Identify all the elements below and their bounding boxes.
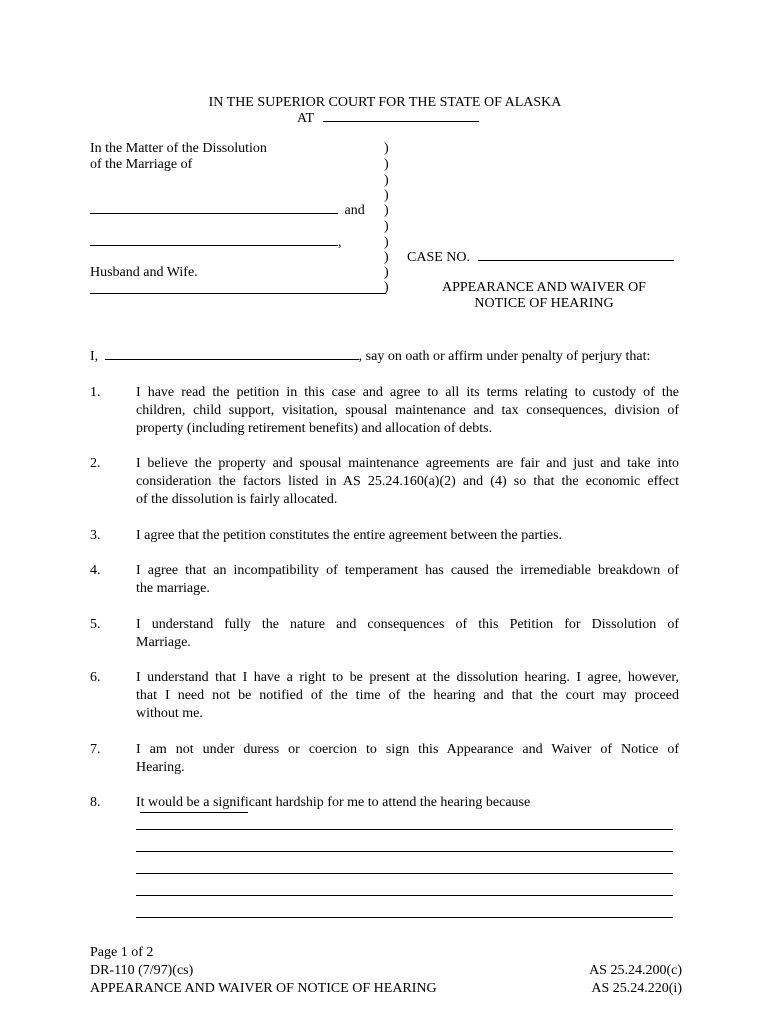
caption-paren: ) xyxy=(384,235,389,250)
caption-paren: ) xyxy=(384,250,389,265)
item-text: I am not under duress or coercion to sign this Appearance and Waiver of Notice of Hearing. xyxy=(136,742,679,775)
item-number: 5. xyxy=(90,617,101,632)
husband-and-wife: Husband and Wife. xyxy=(90,265,198,280)
caption-paren: ) xyxy=(384,219,389,234)
item-number: 1. xyxy=(90,385,101,400)
hardship-reason-line[interactable] xyxy=(136,895,673,896)
item-text: I believe the property and spousal maintenance agreements are fair and just and take into consideration the factors listed in AS 25.24.160(a)(2) and (4) so that the economic effect of the dissolution is fairly allocated. xyxy=(136,456,679,507)
caption-paren: ) xyxy=(384,157,389,172)
item-text: I understand that I have a right to be present at the dissolution hearing. I agree, however, that I need not be notified of the time of the hearing and that the court may proceed without me. xyxy=(136,670,679,721)
statute-reference-1: AS 25.24.200(c) xyxy=(589,963,682,978)
court-location-blank[interactable] xyxy=(323,121,479,122)
item-text: I agree that the petition constitutes the entire agreement between the parties. xyxy=(136,528,563,543)
and-text: and xyxy=(344,203,365,218)
item-number: 3. xyxy=(90,528,101,543)
oath-suffix: , say on oath or affirm under penalty of perjury that: xyxy=(358,349,651,364)
matter-line-1: In the Matter of the Dissolution xyxy=(90,141,267,156)
caption-paren: ) xyxy=(384,173,389,188)
item-number: 2. xyxy=(90,456,101,471)
hardship-reason-line[interactable] xyxy=(136,851,673,852)
caption-bottom-rule xyxy=(90,293,386,294)
statute-reference-2: AS 25.24.220(i) xyxy=(591,981,682,996)
page-number: Page 1 of 2 xyxy=(90,945,154,960)
item-number: 6. xyxy=(90,670,101,685)
caption-paren: ) xyxy=(384,188,389,203)
item-text: I agree that an incompatibility of temperament has caused the irremediable breakdown of the marriage. xyxy=(136,563,679,596)
party-2-blank[interactable] xyxy=(90,245,338,246)
hardship-reason-line[interactable] xyxy=(136,873,673,874)
document-title-line-2: NOTICE OF HEARING xyxy=(474,296,614,311)
caption-paren: ) xyxy=(384,280,389,295)
at-label: AT xyxy=(297,111,314,126)
case-number xyxy=(407,249,674,267)
caption-paren: ) xyxy=(384,265,389,280)
oath-statement xyxy=(90,348,650,366)
oath-prefix: I, xyxy=(90,349,99,364)
party-1-blank[interactable] xyxy=(90,213,338,214)
form-number: DR-110 (7/97)(cs) xyxy=(90,963,194,978)
declarant-name-blank[interactable] xyxy=(105,359,359,360)
item-text: I have read the petition in this case and agree to all its terms relating to custody of the children, child support, visitation, spousal maintenance and tax consequences, division of property (including retirement benefits) and allocation of debts. xyxy=(136,385,679,436)
court-heading: IN THE SUPERIOR COURT FOR THE STATE OF ALASKA xyxy=(208,95,562,110)
court-location xyxy=(297,110,479,128)
matter-line-2: of the Marriage of xyxy=(90,157,193,172)
hardship-reason-blank[interactable] xyxy=(140,812,248,813)
caption-paren: ) xyxy=(384,203,389,218)
party-1 xyxy=(90,202,365,220)
hardship-reason-line[interactable] xyxy=(136,829,673,830)
item-number: 7. xyxy=(90,742,101,757)
comma-text: , xyxy=(338,235,342,250)
caption-paren: ) xyxy=(384,141,389,156)
document-title-line-1: APPEARANCE AND WAIVER OF xyxy=(442,280,646,295)
item-number: 4. xyxy=(90,563,101,578)
form-title: APPEARANCE AND WAIVER OF NOTICE OF HEARING xyxy=(90,981,437,996)
item-number: 8. xyxy=(90,795,101,810)
item-text: It would be a significant hardship for me to attend the hearing because xyxy=(136,794,679,813)
party-2 xyxy=(90,234,342,252)
case-number-blank[interactable] xyxy=(478,260,674,261)
hardship-reason-line[interactable] xyxy=(136,917,673,918)
case-no-label: CASE NO. xyxy=(407,250,471,265)
item-text: I understand fully the nature and consequences of this Petition for Dissolution of Marriage. xyxy=(136,617,679,650)
